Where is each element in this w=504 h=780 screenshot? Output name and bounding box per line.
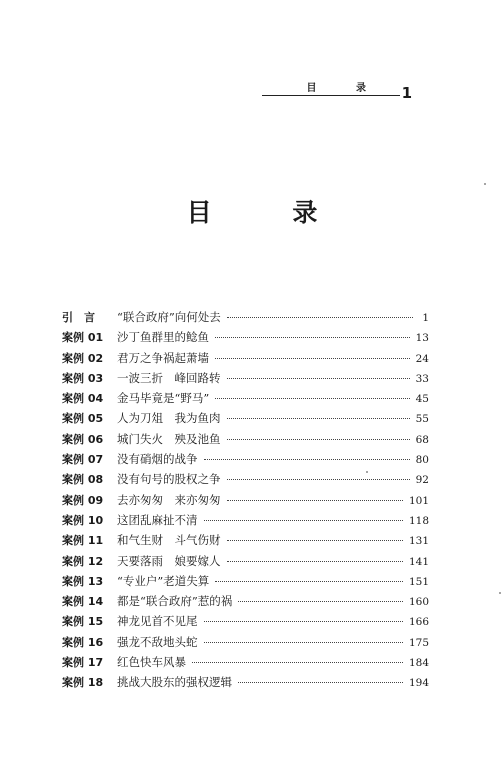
toc-heading: 目 录 xyxy=(186,198,354,227)
toc-entry-page: 92 xyxy=(415,474,429,487)
dot-leader xyxy=(227,378,410,379)
toc-entry-label: 案例 12 xyxy=(62,554,104,568)
header-rule xyxy=(262,95,400,96)
toc-entry-title: 金马毕竟是“野马” xyxy=(117,391,210,406)
toc-entry-page: 24 xyxy=(415,352,429,365)
toc-entry-title: 君万之争祸起萧墙 xyxy=(117,350,209,365)
toc-entry-page: 141 xyxy=(408,555,429,568)
toc-entry-title: 强龙不敌地头蛇 xyxy=(117,634,198,649)
toc-entry-title: 挑战大股东的强权逻辑 xyxy=(117,675,232,690)
toc-entry-title: 去亦匆匆 来亦匆匆 xyxy=(117,492,221,507)
toc-entry-title: 这团乱麻扯不清 xyxy=(117,512,198,527)
dot-leader xyxy=(215,337,410,338)
toc-entry-title: “专业户”老道失算 xyxy=(117,573,210,588)
toc-entry[interactable] xyxy=(62,613,429,633)
scan-speck xyxy=(484,183,486,185)
dot-leader xyxy=(204,621,403,622)
toc-entry[interactable] xyxy=(62,431,429,451)
toc-list xyxy=(62,309,429,695)
dot-leader xyxy=(227,418,410,419)
dot-leader xyxy=(227,317,413,318)
running-header xyxy=(262,79,412,102)
dot-leader xyxy=(192,662,403,663)
dot-leader xyxy=(204,459,410,460)
dot-leader xyxy=(227,439,410,440)
toc-entry[interactable] xyxy=(62,553,429,573)
toc-entry[interactable] xyxy=(62,350,429,370)
toc-entry-page: 118 xyxy=(408,514,429,527)
toc-entry-page: 194 xyxy=(408,677,429,690)
toc-entry[interactable] xyxy=(62,654,429,674)
toc-entry[interactable] xyxy=(62,573,429,593)
dot-leader xyxy=(215,358,410,359)
dot-leader xyxy=(227,561,403,562)
toc-entry-page: 166 xyxy=(408,616,429,629)
scan-speck xyxy=(499,592,501,594)
toc-entry[interactable] xyxy=(62,492,429,512)
toc-entry-title: 神龙见首不见尾 xyxy=(117,614,198,629)
toc-entry-label: 案例 14 xyxy=(62,595,104,609)
toc-entry-title: 人为刀俎 我为鱼肉 xyxy=(117,411,221,426)
toc-entry-label: 案例 07 xyxy=(62,453,104,467)
toc-entry-label: 案例 05 xyxy=(62,412,104,426)
running-header-title: 目 录 xyxy=(306,83,384,94)
toc-entry-title: 一波三折 峰回路转 xyxy=(117,370,221,385)
dot-leader xyxy=(204,642,403,643)
toc-entry[interactable] xyxy=(62,512,429,532)
toc-entry-label: 案例 09 xyxy=(62,493,104,507)
dot-leader xyxy=(227,479,410,480)
toc-entry-page: 55 xyxy=(415,413,429,426)
toc-entry-label: 案例 02 xyxy=(62,351,104,365)
toc-entry-label: 案例 18 xyxy=(62,676,104,690)
toc-entry[interactable] xyxy=(62,593,429,613)
scan-speck xyxy=(366,471,368,473)
toc-entry-label: 案例 10 xyxy=(62,513,104,527)
dot-leader xyxy=(227,540,403,541)
toc-entry[interactable] xyxy=(62,370,429,390)
toc-entry-page: 175 xyxy=(408,636,429,649)
toc-entry-page: 131 xyxy=(408,535,429,548)
toc-entry[interactable] xyxy=(62,410,429,430)
toc-entry-label: 案例 08 xyxy=(62,473,104,487)
toc-entry-label: 案例 03 xyxy=(62,371,104,385)
dot-leader xyxy=(215,398,409,399)
toc-entry[interactable] xyxy=(62,674,429,694)
toc-entry-label: 案例 06 xyxy=(62,432,104,446)
dot-leader xyxy=(238,682,403,683)
dot-leader xyxy=(215,581,403,582)
toc-entry-title: 沙丁鱼群里的鲶鱼 xyxy=(117,330,209,345)
dot-leader xyxy=(204,520,403,521)
toc-entry[interactable] xyxy=(62,329,429,349)
toc-entry-title: 天要落雨 娘要嫁人 xyxy=(117,553,221,568)
toc-entry-label: 案例 11 xyxy=(62,534,104,548)
page-number: 1 xyxy=(401,84,412,102)
dot-leader xyxy=(238,601,403,602)
toc-entry-title: “联合政府”向何处去 xyxy=(117,310,221,324)
toc-entry-page: 160 xyxy=(408,596,429,609)
toc-entry[interactable] xyxy=(62,634,429,654)
toc-entry-title: 城门失火 殃及池鱼 xyxy=(117,431,221,446)
toc-entry-label: 案例 15 xyxy=(62,615,104,629)
toc-entry[interactable] xyxy=(62,532,429,552)
toc-entry-page: 1 xyxy=(422,312,429,324)
toc-entry-label: 案例 17 xyxy=(62,656,104,670)
toc-entry-label: 案例 16 xyxy=(62,635,104,649)
toc-entry-label: 案例 01 xyxy=(62,331,104,345)
toc-entry[interactable] xyxy=(62,451,429,471)
toc-entry[interactable] xyxy=(62,309,429,329)
toc-entry-page: 68 xyxy=(415,433,429,446)
toc-entry-title: 没有句号的股权之争 xyxy=(117,472,221,487)
toc-entry-title: 和气生财 斗气伤财 xyxy=(117,533,221,548)
toc-entry-page: 184 xyxy=(408,657,429,670)
toc-entry-page: 13 xyxy=(415,332,429,345)
dot-leader xyxy=(227,500,403,501)
toc-entry-label: 案例 13 xyxy=(62,574,104,588)
toc-entry-title: 没有硝烟的战争 xyxy=(117,452,198,467)
toc-entry-title: 红色快车风暴 xyxy=(117,655,186,670)
toc-entry-label: 引 言 xyxy=(62,311,95,324)
toc-entry-page: 33 xyxy=(415,372,429,385)
toc-entry[interactable] xyxy=(62,471,429,491)
toc-entry-page: 80 xyxy=(415,454,429,467)
toc-entry-page: 151 xyxy=(408,575,429,588)
toc-entry-page: 45 xyxy=(415,393,429,406)
toc-entry-label: 案例 04 xyxy=(62,392,104,406)
toc-entry-page: 101 xyxy=(408,494,429,507)
toc-entry-title: 都是“联合政府”惹的祸 xyxy=(117,594,233,609)
toc-entry[interactable] xyxy=(62,390,429,410)
